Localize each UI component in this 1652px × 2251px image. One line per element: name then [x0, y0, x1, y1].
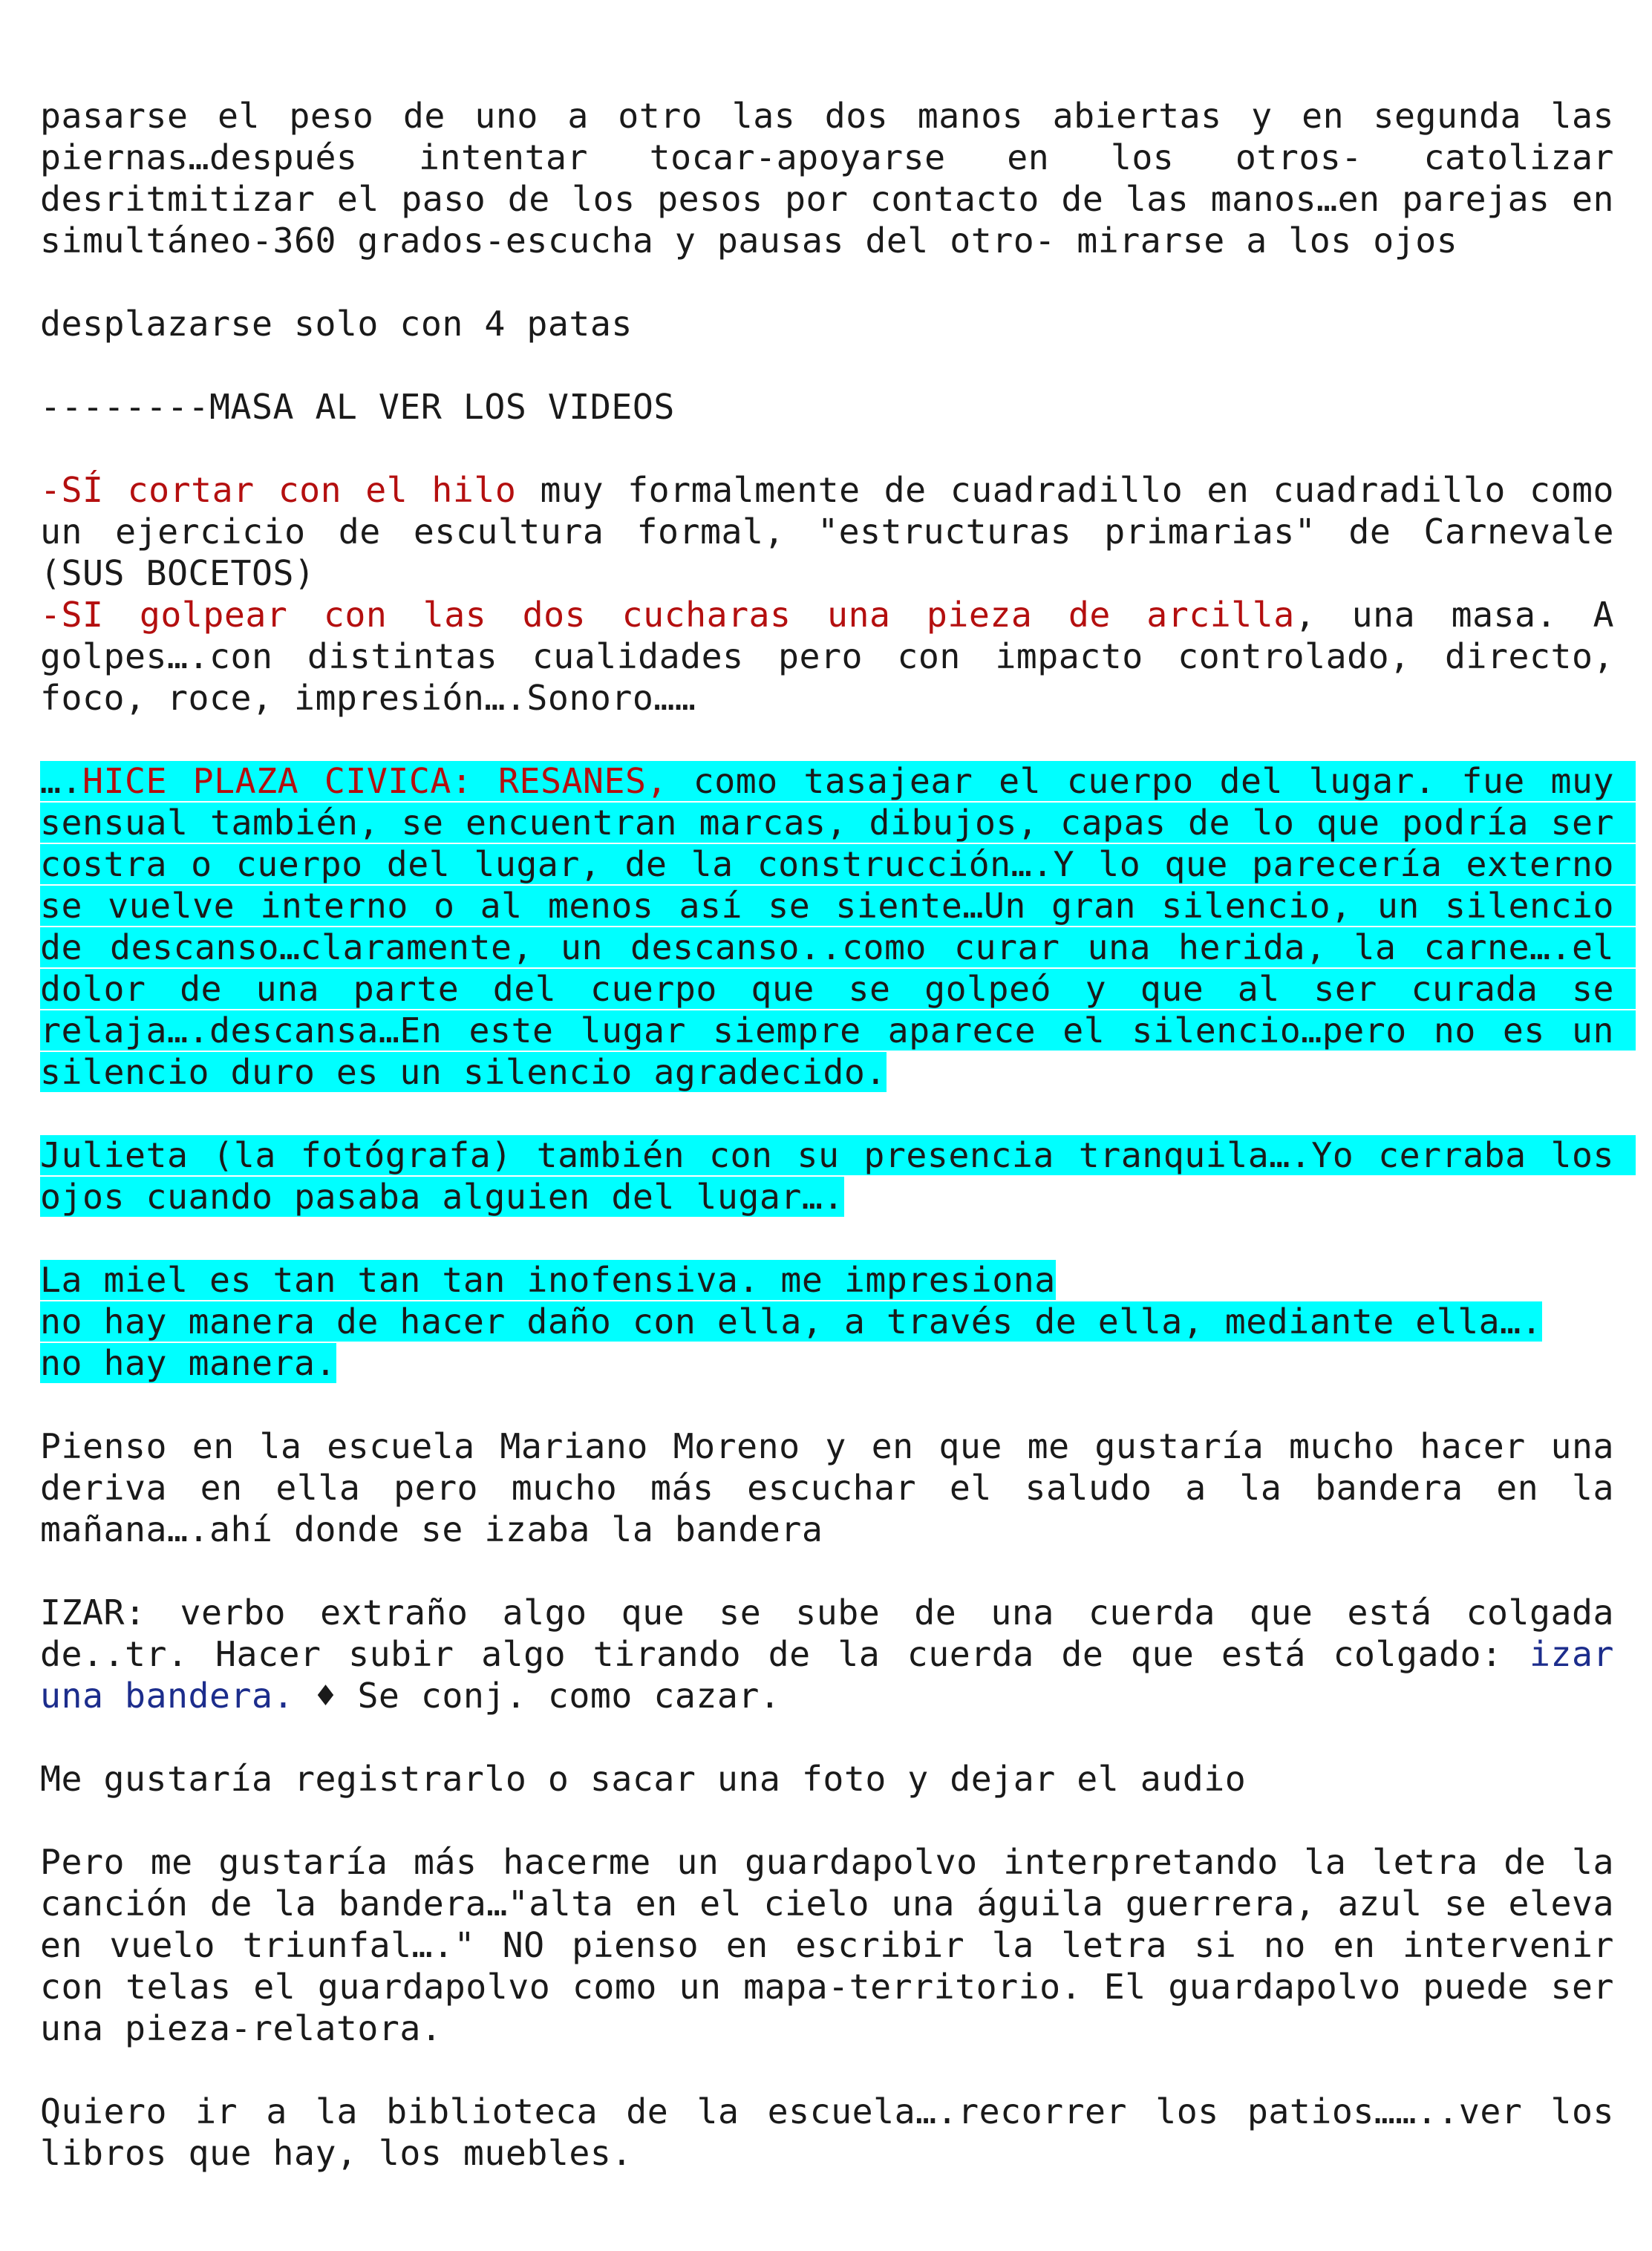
- paragraph-text: muy formalmente de cuadradillo en cuadradillo como un ejercicio de escultura formal, "estructuras primarias" de Carnevale (SUS BOCETOS): [40, 470, 1636, 593]
- paragraph-biblioteca: [40, 2091, 1636, 2174]
- paragraph-registrar: [40, 1758, 1614, 1800]
- example-izar-bandera: izar una bandera.: [40, 1634, 1636, 1716]
- red-heading-plaza-civica: HICE PLAZA CIVICA: RESANES,: [82, 761, 668, 801]
- paragraph-izar-definition: [40, 1592, 1636, 1716]
- highlighted-line: no hay manera.: [40, 1343, 336, 1383]
- paragraph-text: Pero me gustaría más hacerme un guardapolvo interpretando la letra de la canción de la bandera…"alta en el cielo una águila guerrera, azul se eleva en vuelo triunfal…." NO pienso en escribir la letra si no en intervenir con telas el guardapolvo como un mapa-territorio. El guardapolvo puede ser una pieza-relatora.: [40, 1842, 1636, 2048]
- highlighted-line: no hay manera de hacer daño con ella, a través de ella, mediante ella….: [40, 1301, 1543, 1342]
- paragraph-plaza-civica: [40, 760, 1636, 1093]
- highlighted-text: Julieta (la fotógrafa) también con su presencia tranquila….Yo cerraba los ojos cuando pasaba alguien del lugar….: [40, 1135, 1636, 1217]
- paragraph-escuela: [40, 1425, 1636, 1550]
- paragraph-text: Quiero ir a la biblioteca de la escuela….recorrer los patios……..ver los libros que hay, los muebles.: [40, 2091, 1636, 2173]
- paragraph-text: Me gustaría registrarlo o sacar una foto y dejar el audio: [40, 1759, 1247, 1799]
- highlighted-text: como tasajear el cuerpo del lugar. fue muy sensual también, se encuentran marcas, dibujos, capas de lo que podría ser costra o cuerpo del lugar, de la construcción….Y lo que parecería externo se vuelve interno o al menos así se siente…Un gran silencio, un silencio de descanso…claramente, un descanso..como curar una herida, la carne….el dolor de una parte del cuerpo que se golpeó y que al ser curada se relaja….descansa…En este lugar siempre aparece el silencio…pero no es un silencio duro es un silencio agradecido.: [40, 761, 1636, 1092]
- paragraph-miel: [40, 1259, 1614, 1384]
- red-note-cortar: -SÍ cortar con el hilo: [40, 470, 517, 510]
- highlighted-prefix: ….: [40, 761, 82, 801]
- document-page: [40, 95, 1636, 2215]
- highlighted-line: La miel es tan tan tan inofensiva. me impresiona: [40, 1260, 1056, 1300]
- section-heading-masa: [40, 386, 1614, 428]
- paragraph-text: , una masa. A golpes….con distintas cualidades pero con impacto controlado, directo, foco, roce, impresión….Sonoro……: [40, 595, 1636, 718]
- paragraph-text: desplazarse solo con 4 patas: [40, 304, 633, 344]
- paragraph-exercise-weights: [40, 95, 1636, 261]
- paragraph-text: Pienso en la escuela Mariano Moreno y en que me gustaría mucho hacer una deriva en ella pero mucho más escuchar el saludo a la bandera en la mañana….ahí donde se izaba la bandera: [40, 1426, 1636, 1549]
- paragraph-julieta: [40, 1134, 1636, 1218]
- heading-text: --------MASA AL VER LOS VIDEOS: [40, 387, 675, 427]
- paragraph-text: IZAR: verbo extraño algo que se sube de una cuerda que está colgada de..tr. Hacer subir algo tirando de la cuerda de que está colgado:: [40, 1592, 1636, 1674]
- red-note-golpear: -SI golpear con las dos cucharas una pieza de arcilla: [40, 595, 1295, 635]
- paragraph-four-legs: [40, 303, 1614, 344]
- paragraph-guardapolvo: [40, 1841, 1636, 2049]
- paragraph-text: ♦ Se conj. como cazar.: [293, 1676, 781, 1716]
- paragraph-text: pasarse el peso de uno a otro las dos manos abiertas y en segunda las piernas…después intentar tocar-apoyarse en los otros- catolizar desritmitizar el paso de los pesos por contacto de las manos…en parejas en simultáneo-360 grados-escucha y pausas del otro- mirarse a los ojos: [40, 96, 1636, 261]
- paragraph-masa-notes: [40, 469, 1636, 719]
